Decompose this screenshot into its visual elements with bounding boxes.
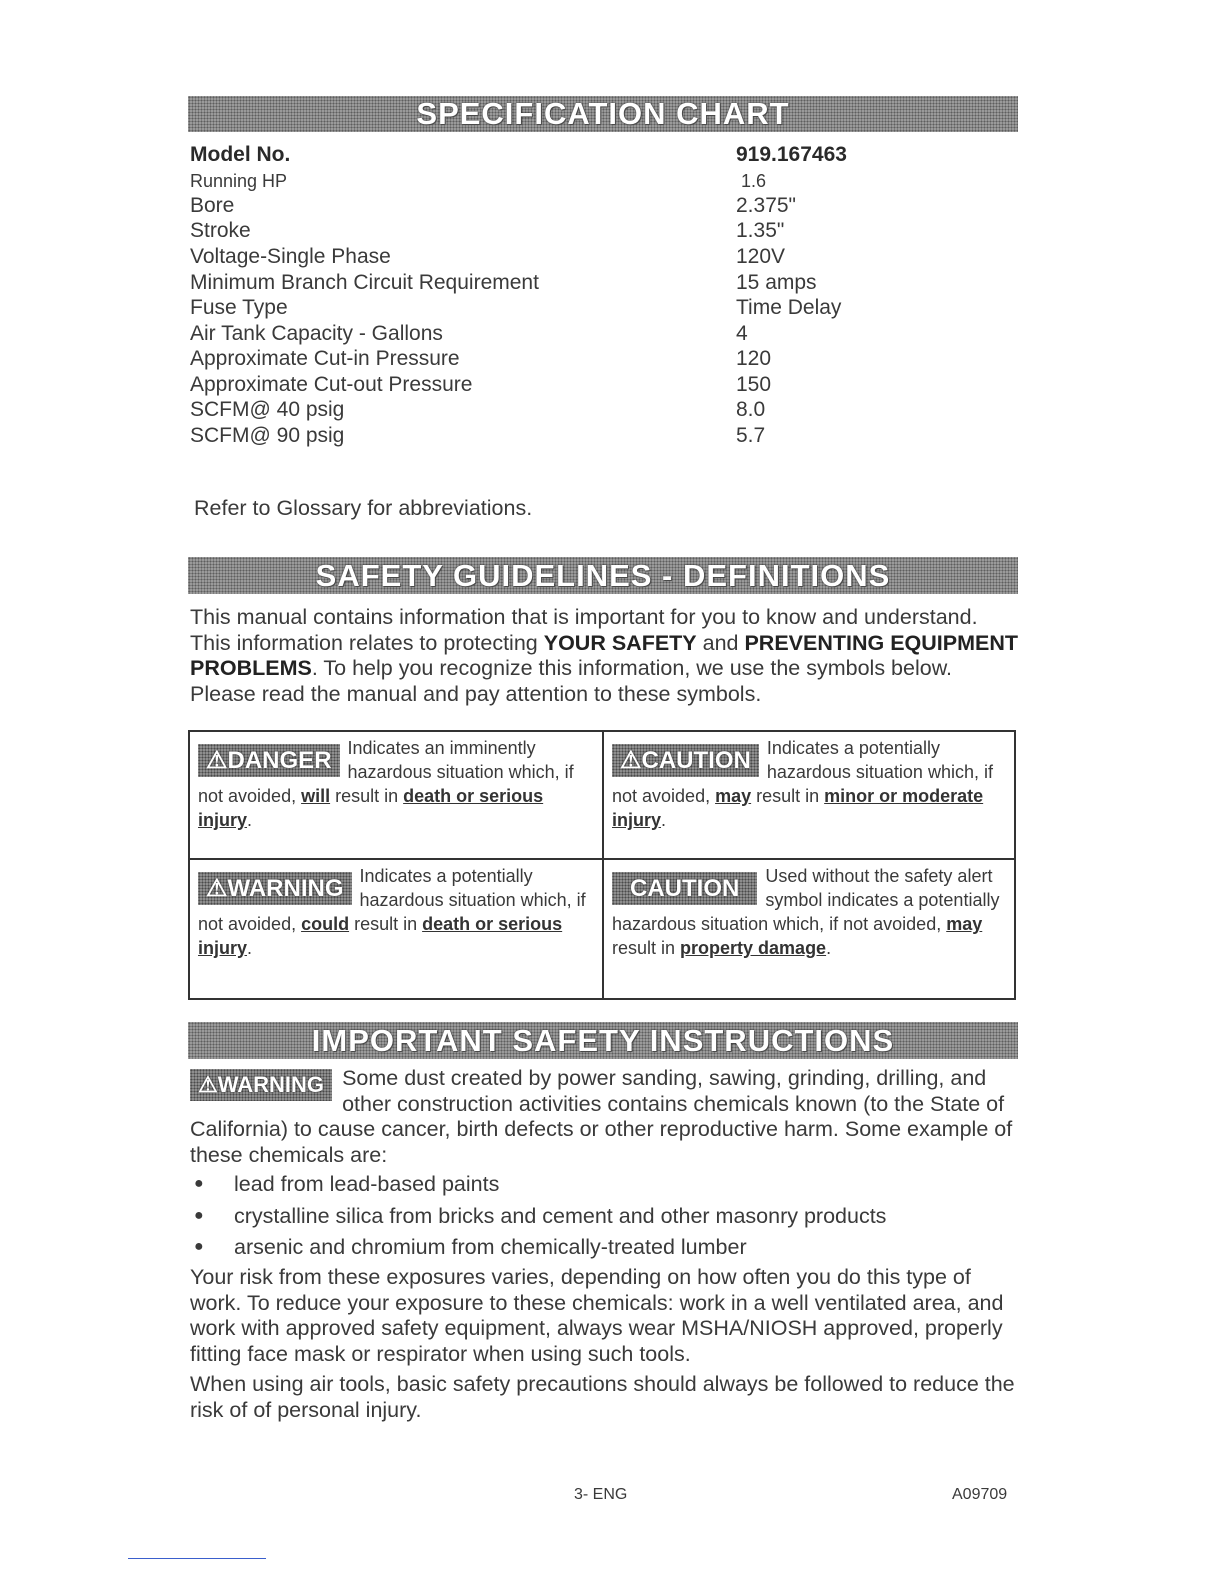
caution-plain-definition [604,860,1014,998]
spec-row [190,423,950,449]
definition-text: result in [349,914,423,934]
signal-keyword: could [301,914,350,934]
spec-value: 5.7 [736,424,766,447]
definition-text: . [247,810,253,830]
spec-label: Voltage-Single Phase [190,245,391,268]
definition-text: . [661,810,667,830]
consequence-text: minor or moderate injury [612,786,984,830]
spec-value: 1.35" [736,219,785,242]
spec-value: 1.6 [741,171,767,191]
important-safety-instructions-banner: IMPORTANT SAFETY INSTRUCTIONS [188,1022,1018,1059]
equipment-problems-emphasis: PREVENTING EQUIPMENT PROBLEMS [190,630,1019,680]
signal-keyword: will [301,786,331,806]
spec-value: 120 [736,347,772,370]
spec-label: Minimum Branch Circuit Requirement [190,271,539,294]
bullet-icon: ● [194,1175,204,1192]
consequence-text: death or serious injury [198,786,544,830]
spec-label: Approximate Cut-in Pressure [190,347,460,370]
danger-definition [190,732,602,858]
spec-row [190,168,950,194]
list-item-text: lead from lead-based paints [234,1172,500,1196]
spec-value: 120V [736,245,786,268]
definition-text: Indicates an imminently hazardous situation which, if not avoided, [198,738,574,806]
caution-badge: ⚠CAUTION [612,744,759,777]
spec-value: Time Delay [736,296,842,319]
spec-label: Air Tank Capacity - Gallons [190,322,443,345]
spec-row [190,218,950,244]
bullet-icon: ● [194,1238,204,1255]
definition-text: result in [330,786,404,806]
definition-text: Indicates a potentially hazardous situation which, if not avoided, [198,866,586,934]
air-tools-paragraph: When using air tools, basic safety precautions should always be followed to reduce the risk of of personal injury. [190,1372,1015,1422]
spec-label: Stroke [190,219,251,242]
spec-label: Model No. [190,143,291,166]
safety-guidelines-banner: SAFETY GUIDELINES - DEFINITIONS [188,557,1018,594]
spec-row [190,346,950,372]
specification-chart-banner: SPECIFICATION CHART [188,96,1018,132]
spec-label: SCFM@ 90 psig [190,424,345,447]
list-item-text: arsenic and chromium from chemically-treated lumber [234,1235,747,1259]
signal-keyword: may [946,914,983,934]
danger-badge: ⚠DANGER [198,744,340,777]
consequence-text: death or serious injury [198,914,563,958]
intro-text: and [696,630,745,655]
prop65-warning-paragraph [190,1066,1020,1168]
spec-row [190,193,950,219]
spec-value: 4 [736,322,748,345]
document-code: A09709 [952,1486,1008,1503]
spec-label: SCFM@ 40 psig [190,398,345,421]
spec-value: 919.167463 [736,143,847,166]
spec-label: Fuse Type [190,296,288,319]
spec-header-row [190,142,950,168]
spec-value: 2.375" [736,194,797,217]
spec-value: 15 amps [736,271,817,294]
warning-text: Some dust created by power sanding, sawing, grinding, drilling, and other construction activities contains chemicals known (to the State of California) to cause cancer, birth defects or other reproductive harm. Some example of these chemicals are: [190,1066,1013,1167]
spec-label: Running HP [190,171,288,191]
warning-definition [190,860,602,998]
page-number: 3- ENG [574,1486,628,1503]
intro-text: This manual contains information that is important for you to know and understand. This information relates to protecting [190,605,978,655]
spec-row [190,295,950,321]
warning-badge: ⚠WARNING [198,872,352,905]
spec-row [190,321,950,347]
bullet-icon: ● [194,1207,204,1224]
definition-text: . [826,938,832,958]
list-item-text: crystalline silica from bricks and cement and other masonry products [234,1204,887,1228]
glossary-note: Refer to Glossary for abbreviations. [194,496,533,520]
caution-alert-definition [604,732,1014,858]
your-safety-emphasis: YOUR SAFETY [543,630,697,655]
definition-text: Used without the safety alert symbol indicates a potentially hazardous situation which, if not avoided, [612,866,1000,934]
definition-text: . [247,938,253,958]
spec-row [190,397,950,423]
spec-label: Approximate Cut-out Pressure [190,373,473,396]
caution-badge: CAUTION [612,872,757,905]
definition-text: result in [612,938,681,958]
spec-row [190,372,950,398]
consequence-text: property damage [680,938,827,958]
spec-row [190,270,950,296]
definition-text: Indicates a potentially hazardous situation which, if not avoided, [612,738,993,806]
warning-badge: ⚠WARNING [190,1069,332,1101]
spec-label: Bore [190,194,235,217]
definition-text: result in [751,786,825,806]
footnote-rule [128,1558,266,1559]
exposure-paragraph: Your risk from these exposures varies, depending on how often you do this type of work. To reduce your exposure to these chemicals: work in a well ventilated area, and work with approved safety equipment, always wear MSHA/NIOSH approved, properly fitting face mask or respirator when using such tools. [190,1265,1004,1366]
safety-intro-paragraph [190,605,1020,707]
spec-value: 150 [736,373,772,396]
spec-value: 8.0 [736,398,766,421]
signal-keyword: may [715,786,752,806]
spec-row [190,244,950,270]
signal-word-definitions-table [188,730,1016,1000]
intro-text: . To help you recognize this information, we use the symbols below. Please read the manual and pay attention to these symbols. [190,656,953,706]
